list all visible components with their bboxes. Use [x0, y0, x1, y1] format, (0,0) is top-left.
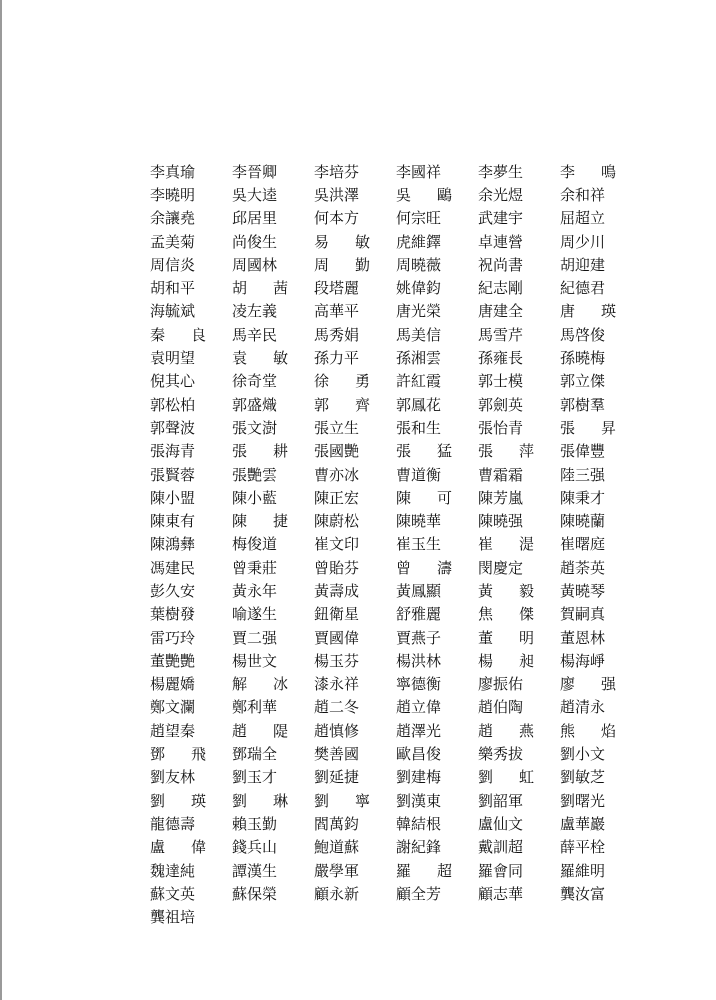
name-row — [150, 812, 630, 835]
name-row — [150, 300, 630, 323]
person-name: 黃 毅 — [478, 581, 534, 600]
name-row — [150, 603, 630, 626]
person-name: 陳芳嵐 — [478, 488, 524, 507]
person-name: 劉 琳 — [232, 791, 288, 810]
person-name: 黃永年 — [232, 581, 278, 600]
person-name: 龍德壽 — [150, 814, 196, 833]
person-name: 何宗旺 — [396, 209, 442, 228]
person-name: 張 昇 — [560, 418, 616, 437]
person-name: 樂秀拔 — [478, 745, 524, 764]
person-name: 賈燕子 — [396, 628, 442, 647]
person-name: 廖振佑 — [478, 675, 524, 694]
person-name: 黃曉琴 — [560, 581, 606, 600]
person-name: 鮑道蘇 — [314, 838, 360, 857]
person-name: 張 萍 — [478, 442, 534, 461]
person-name: 紀德君 — [560, 279, 606, 298]
name-row — [150, 533, 630, 556]
person-name: 趙二冬 — [314, 698, 360, 717]
person-name: 張國艷 — [314, 442, 360, 461]
person-name: 樊善國 — [314, 745, 360, 764]
person-name: 吳大逵 — [232, 185, 278, 204]
name-row — [150, 906, 630, 929]
name-row — [150, 463, 630, 486]
person-name: 熊 焰 — [560, 721, 616, 740]
person-name: 顧志華 — [478, 884, 524, 903]
person-name: 胡和平 — [150, 279, 196, 298]
person-name: 薛平栓 — [560, 838, 606, 857]
person-name: 劉友林 — [150, 768, 196, 787]
person-name: 馬美信 — [396, 325, 442, 344]
person-name: 梅俊道 — [232, 535, 278, 554]
name-row — [150, 323, 630, 346]
person-name: 余讓堯 — [150, 209, 196, 228]
person-name: 余光煜 — [478, 185, 524, 204]
person-name: 鄭利華 — [232, 698, 278, 717]
person-name: 解 冰 — [232, 675, 288, 694]
page-left-edge — [0, 0, 2, 1000]
person-name: 劉敏芝 — [560, 768, 606, 787]
person-name: 郭聲波 — [150, 418, 196, 437]
person-name: 喻遂生 — [232, 605, 278, 624]
person-name: 崔曙庭 — [560, 535, 606, 554]
person-name: 李培芬 — [314, 162, 360, 181]
name-row — [150, 556, 630, 579]
person-name: 劉 虹 — [478, 768, 534, 787]
person-name: 曹亦冰 — [314, 465, 360, 484]
person-name: 張 耕 — [232, 442, 288, 461]
person-name: 邱居里 — [232, 209, 278, 228]
person-name: 趙清永 — [560, 698, 606, 717]
person-name: 曾貽芬 — [314, 558, 360, 577]
name-row — [150, 207, 630, 230]
person-name: 唐建全 — [478, 302, 524, 321]
person-name: 張 猛 — [396, 442, 452, 461]
name-row — [150, 393, 630, 416]
name-row — [150, 440, 630, 463]
person-name: 李曉明 — [150, 185, 196, 204]
person-name: 韓結根 — [396, 814, 442, 833]
person-name: 馮建民 — [150, 558, 196, 577]
person-name: 陳小藍 — [232, 488, 278, 507]
person-name: 盧 偉 — [150, 838, 206, 857]
person-name: 屈超立 — [560, 209, 606, 228]
person-name: 張立生 — [314, 418, 360, 437]
person-name: 黃鳳顯 — [396, 581, 442, 600]
person-name: 馬秀娟 — [314, 325, 360, 344]
person-name: 郭 齊 — [314, 395, 370, 414]
person-name: 張賢蓉 — [150, 465, 196, 484]
person-name: 陳蔚松 — [314, 512, 360, 531]
person-name: 何本方 — [314, 209, 360, 228]
person-name: 董恩林 — [560, 628, 606, 647]
person-name: 徐 勇 — [314, 372, 370, 391]
person-name: 劉延捷 — [314, 768, 360, 787]
person-name: 孫湘雲 — [396, 349, 442, 368]
person-name: 劉曙光 — [560, 791, 606, 810]
name-row — [150, 160, 630, 183]
person-name: 孫力平 — [314, 349, 360, 368]
person-name: 趙 燕 — [478, 721, 534, 740]
person-name: 錢兵山 — [232, 838, 278, 857]
person-name: 陳曉蘭 — [560, 512, 606, 531]
person-name: 周國林 — [232, 255, 278, 274]
name-row — [150, 649, 630, 672]
name-row — [150, 486, 630, 509]
person-name: 龔祖培 — [150, 908, 196, 927]
person-name: 賴玉勤 — [232, 814, 278, 833]
person-name: 趙立偉 — [396, 698, 442, 717]
person-name: 寧德衡 — [396, 675, 442, 694]
name-row — [150, 183, 630, 206]
person-name: 崔 湜 — [478, 535, 534, 554]
person-name: 趙澤光 — [396, 721, 442, 740]
person-name: 唐光榮 — [396, 302, 442, 321]
person-name: 趙荼英 — [560, 558, 606, 577]
name-row — [150, 626, 630, 649]
name-row — [150, 253, 630, 276]
person-name: 周少川 — [560, 232, 606, 251]
person-name: 張偉豐 — [560, 442, 606, 461]
name-row — [150, 742, 630, 765]
name-row — [150, 766, 630, 789]
person-name: 武建宇 — [478, 209, 524, 228]
person-name: 崔文印 — [314, 535, 360, 554]
person-name: 舒雅麗 — [396, 605, 442, 624]
person-name: 鄧瑞全 — [232, 745, 278, 764]
person-name: 魏達純 — [150, 861, 196, 880]
name-row — [150, 370, 630, 393]
person-name: 葉樹發 — [150, 605, 196, 624]
person-name: 陳 捷 — [232, 512, 288, 531]
person-name: 張海青 — [150, 442, 196, 461]
name-row — [150, 673, 630, 696]
person-name: 歐昌俊 — [396, 745, 442, 764]
name-row — [150, 276, 630, 299]
person-name: 賈國偉 — [314, 628, 360, 647]
name-row — [150, 230, 630, 253]
name-row — [150, 882, 630, 905]
person-name: 郭鳳花 — [396, 395, 442, 414]
person-name: 崔玉生 — [396, 535, 442, 554]
person-name: 尚俊生 — [232, 232, 278, 251]
person-name: 吳洪澤 — [314, 185, 360, 204]
person-name: 孟美菊 — [150, 232, 196, 251]
person-name: 馬雪芹 — [478, 325, 524, 344]
name-row — [150, 859, 630, 882]
person-name: 胡迎建 — [560, 255, 606, 274]
person-name: 楊世文 — [232, 651, 278, 670]
person-name: 劉玉才 — [232, 768, 278, 787]
person-name: 虎維鐸 — [396, 232, 442, 251]
person-name: 胡 茜 — [232, 279, 288, 298]
person-name: 趙 隄 — [232, 721, 288, 740]
person-name: 曾秉莊 — [232, 558, 278, 577]
person-name: 鄭文瀾 — [150, 698, 196, 717]
person-name: 黃壽成 — [314, 581, 360, 600]
name-row — [150, 836, 630, 859]
name-row — [150, 719, 630, 742]
person-name: 李晉卿 — [232, 162, 278, 181]
person-name: 李國祥 — [396, 162, 442, 181]
person-name: 袁 敏 — [232, 349, 288, 368]
person-name: 海毓斌 — [150, 302, 196, 321]
name-row — [150, 579, 630, 602]
name-row — [150, 509, 630, 532]
person-name: 閔慶定 — [478, 558, 524, 577]
person-name: 鈕衛星 — [314, 605, 360, 624]
person-name: 楊海崢 — [560, 651, 606, 670]
person-name: 廖 强 — [560, 675, 616, 694]
person-name: 楊麗嬌 — [150, 675, 196, 694]
person-name: 郭立傑 — [560, 372, 606, 391]
person-name: 孫雍長 — [478, 349, 524, 368]
person-name: 閻萬鈞 — [314, 814, 360, 833]
person-name: 焦 傑 — [478, 605, 534, 624]
person-name: 凌左義 — [232, 302, 278, 321]
person-name: 易 敏 — [314, 232, 370, 251]
person-name: 鄧 飛 — [150, 745, 206, 764]
person-name: 賈二强 — [232, 628, 278, 647]
person-name: 戴訓超 — [478, 838, 524, 857]
person-name: 劉建梅 — [396, 768, 442, 787]
person-name: 顧全芳 — [396, 884, 442, 903]
person-name: 曹霜霜 — [478, 465, 524, 484]
person-name: 徐奇堂 — [232, 372, 278, 391]
person-name: 唐 瑛 — [560, 302, 616, 321]
person-name: 羅維明 — [560, 861, 606, 880]
person-name: 賀嗣真 — [560, 605, 606, 624]
person-name: 張文澍 — [232, 418, 278, 437]
person-name: 曹道衡 — [396, 465, 442, 484]
person-name: 秦 良 — [150, 325, 206, 344]
person-name: 陳曉强 — [478, 512, 524, 531]
person-name: 陳東有 — [150, 512, 196, 531]
person-name: 張和生 — [396, 418, 442, 437]
person-name: 陳小盟 — [150, 488, 196, 507]
person-name: 吳 鷗 — [396, 185, 452, 204]
person-name: 羅 超 — [396, 861, 452, 880]
name-list — [150, 160, 630, 929]
person-name: 盧仙文 — [478, 814, 524, 833]
person-name: 李夢生 — [478, 162, 524, 181]
person-name: 劉小文 — [560, 745, 606, 764]
person-name: 郭盛熾 — [232, 395, 278, 414]
person-name: 周曉薇 — [396, 255, 442, 274]
person-name: 李真瑜 — [150, 162, 196, 181]
person-name: 蘇保榮 — [232, 884, 278, 903]
person-name: 馬啓俊 — [560, 325, 606, 344]
person-name: 譚漢生 — [232, 861, 278, 880]
name-row — [150, 416, 630, 439]
person-name: 卓連營 — [478, 232, 524, 251]
person-name: 姚偉鈞 — [396, 279, 442, 298]
person-name: 趙慎修 — [314, 721, 360, 740]
person-name: 紀志剛 — [478, 279, 524, 298]
person-name: 段塔麗 — [314, 279, 360, 298]
name-row — [150, 346, 630, 369]
person-name: 祝尚書 — [478, 255, 524, 274]
person-name: 劉韶軍 — [478, 791, 524, 810]
person-name: 袁明望 — [150, 349, 196, 368]
person-name: 謝紀鋒 — [396, 838, 442, 857]
person-name: 陳正宏 — [314, 488, 360, 507]
person-name: 彭久安 — [150, 581, 196, 600]
person-name: 高華平 — [314, 302, 360, 321]
person-name: 盧華巖 — [560, 814, 606, 833]
person-name: 雷巧玲 — [150, 628, 196, 647]
person-name: 周信炎 — [150, 255, 196, 274]
person-name: 李 鳴 — [560, 162, 616, 181]
person-name: 顧永新 — [314, 884, 360, 903]
person-name: 漆永祥 — [314, 675, 360, 694]
person-name: 曾 濤 — [396, 558, 452, 577]
person-name: 倪其心 — [150, 372, 196, 391]
person-name: 劉 瑛 — [150, 791, 206, 810]
person-name: 龔汝富 — [560, 884, 606, 903]
person-name: 嚴學軍 — [314, 861, 360, 880]
person-name: 孫曉梅 — [560, 349, 606, 368]
person-name: 郭松柏 — [150, 395, 196, 414]
name-row — [150, 696, 630, 719]
person-name: 楊 昶 — [478, 651, 534, 670]
person-name: 趙望秦 — [150, 721, 196, 740]
person-name: 余和祥 — [560, 185, 606, 204]
person-name: 楊洪林 — [396, 651, 442, 670]
person-name: 蘇文英 — [150, 884, 196, 903]
person-name: 馬辛民 — [232, 325, 278, 344]
person-name: 陸三强 — [560, 465, 606, 484]
person-name: 劉 寧 — [314, 791, 370, 810]
person-name: 陳秉才 — [560, 488, 606, 507]
person-name: 張艷雲 — [232, 465, 278, 484]
person-name: 郭士模 — [478, 372, 524, 391]
person-name: 陳鴻彝 — [150, 535, 196, 554]
person-name: 許紅霞 — [396, 372, 442, 391]
person-name: 羅會同 — [478, 861, 524, 880]
person-name: 周 勤 — [314, 255, 370, 274]
person-name: 楊玉芬 — [314, 651, 360, 670]
person-name: 劉漢東 — [396, 791, 442, 810]
person-name: 張怡青 — [478, 418, 524, 437]
person-name: 郭劍英 — [478, 395, 524, 414]
person-name: 董艷艷 — [150, 651, 196, 670]
person-name: 陳 可 — [396, 488, 452, 507]
person-name: 趙伯陶 — [478, 698, 524, 717]
person-name: 陳曉華 — [396, 512, 442, 531]
person-name: 董 明 — [478, 628, 534, 647]
person-name: 郭樹羣 — [560, 395, 606, 414]
name-row — [150, 789, 630, 812]
